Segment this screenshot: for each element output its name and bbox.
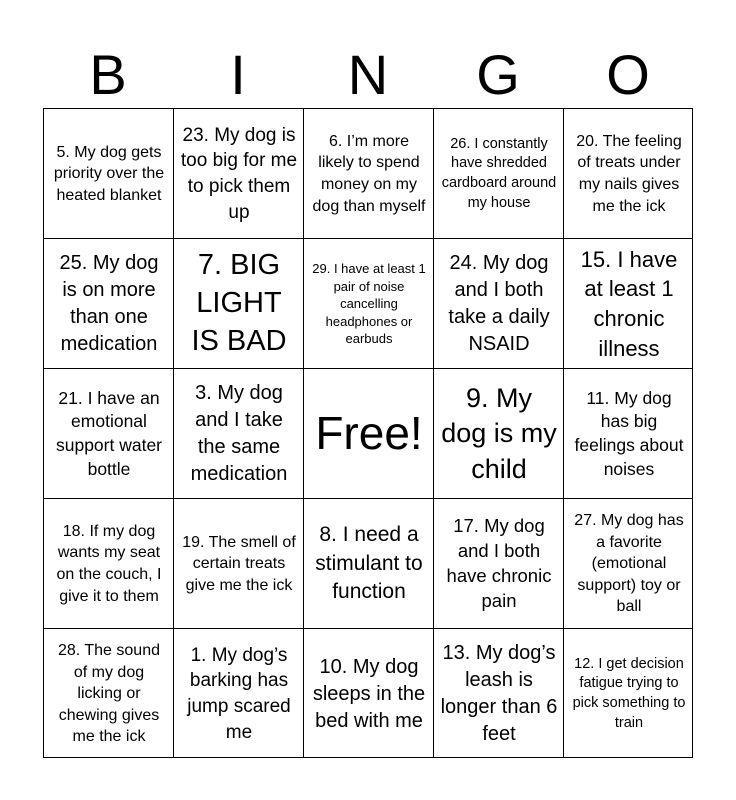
bingo-cell (174, 499, 304, 629)
bingo-header (43, 42, 693, 108)
cell-text: 10. My dog sleeps in the bed with me (312, 655, 426, 732)
bingo-cell (174, 629, 304, 759)
cell-text: 7. BIG LIGHT IS BAD (191, 249, 287, 357)
bingo-cell (434, 629, 564, 759)
bingo-cell (44, 239, 174, 369)
cell-text: 26. I constantly have shredded cardboard around my house (441, 135, 557, 211)
bingo-cell (44, 629, 174, 759)
cell-text: 27. My dog has a favorite (emotional support) toy or ball (574, 512, 684, 616)
cell-text: 28. The sound of my dog licking or chewing gives me the ick (57, 642, 160, 746)
bingo-grid (43, 108, 693, 758)
cell-text: 25. My dog is on more than one medication (59, 252, 159, 355)
cell-text: 5. My dog gets priority over the heated blanket (53, 143, 165, 204)
bingo-cell (44, 109, 174, 239)
free-space-cell (304, 369, 434, 499)
bingo-cell (44, 369, 174, 499)
cell-text: 8. I need a stimulant to function (315, 523, 423, 604)
bingo-cell (564, 109, 694, 239)
bingo-cell (304, 109, 434, 239)
bingo-cell (434, 369, 564, 499)
header-letter-o: O (606, 43, 650, 106)
cell-text: 19. The smell of certain treats give me the ick (182, 533, 296, 594)
bingo-cell (564, 239, 694, 369)
cell-text: 11. My dog has big feelings about noises (574, 387, 684, 479)
bingo-cell (304, 499, 434, 629)
cell-text: 20. The feeling of treats under my nails gives me the ick (576, 132, 682, 215)
bingo-cell (304, 629, 434, 759)
bingo-cell (174, 239, 304, 369)
header-letter-b: B (89, 43, 127, 106)
bingo-cell (434, 239, 564, 369)
cell-text: 1. My dog’s barking has jump scared me (187, 644, 291, 743)
bingo-cell (434, 109, 564, 239)
cell-text: 3. My dog and I take the same medication (190, 382, 288, 485)
cell-text: 13. My dog’s leash is longer than 6 feet (440, 642, 558, 745)
bingo-cell (44, 499, 174, 629)
bingo-cell (304, 239, 434, 369)
bingo-cell (564, 499, 694, 629)
cell-text: 17. My dog and I both have chronic pain (446, 515, 552, 611)
cell-text: 9. My dog is my child (441, 383, 557, 484)
cell-text: 12. I get decision fatigue trying to pick something to train (572, 655, 686, 731)
cell-text: 29. I have at least 1 pair of noise cancelling headphones or earbuds (312, 261, 426, 347)
cell-text: 6. I’m more likely to spend money on my dog than myself (312, 132, 426, 215)
bingo-cell (174, 369, 304, 499)
bingo-cell (174, 109, 304, 239)
cell-text: 23. My dog is too big for me to pick them up (180, 124, 298, 223)
bingo-cell (434, 499, 564, 629)
header-letter-n: N (347, 43, 389, 106)
cell-text: 21. I have an emotional support water bottle (55, 387, 163, 479)
cell-text: 15. I have at least 1 chronic illness (580, 246, 678, 361)
header-letter-i: I (230, 43, 246, 106)
header-letter-g: G (476, 43, 520, 106)
cell-text: 18. If my dog wants my seat on the couch, I give it to them (56, 522, 162, 605)
bingo-cell (564, 629, 694, 759)
cell-text: Free! (315, 407, 423, 460)
bingo-cell (564, 369, 694, 499)
cell-text: 24. My dog and I both take a daily NSAID (448, 252, 550, 355)
